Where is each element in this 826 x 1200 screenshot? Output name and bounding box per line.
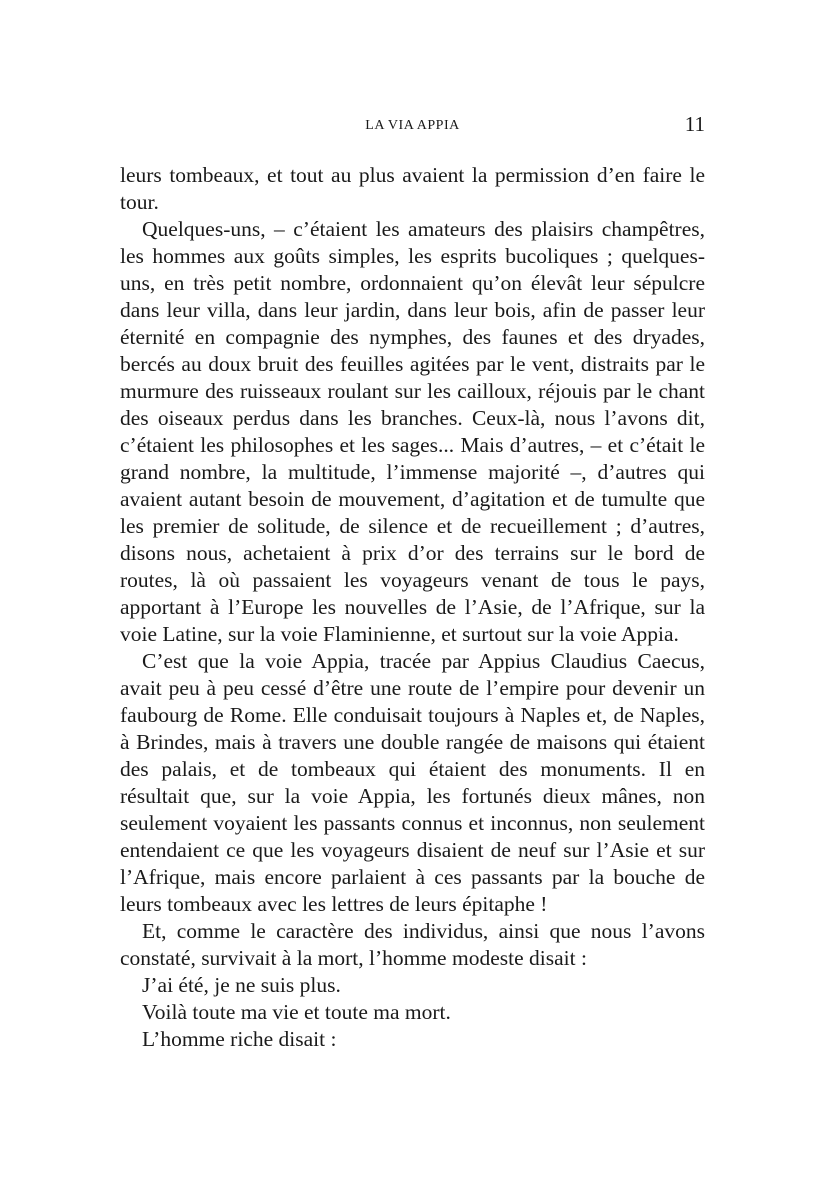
paragraph: C’est que la voie Appia, tracée par Appius Claudius Caecus, avait peu à peu cessé d’être une route de l’empire pour devenir un faubourg de Rome. Elle conduisait toujours à Naples et, de Naples, à Brindes, mais à travers une double rangée de maisons qui étaient des palais, et de tombeaux qui étaient des monuments. Il en résultait que, sur la voie Appia, les fortunés dieux mânes, non seulement voyaient les passants connus et inconnus, non seulement entendaient ce que les voyageurs disaient de neuf sur l’Asie et sur l’Afrique, mais encore parlaient à ces passants par la bouche de leurs tombeaux avec les lettres de leurs épitaphe ! [120,649,705,916]
page-number: 11 [684,112,705,136]
running-title: LA VIA APPIA [365,118,460,133]
paragraph: Quelques-uns, – c’étaient les amateurs des plaisirs champêtres, les hommes aux goûts simples, les esprits bucoliques ; quelques-uns, en très petit nombre, ordonnaient qu’on élevât leur sépulcre dans leur villa, dans leur jardin, dans leur bois, afin de passer leur éternité en compagnie des nymphes, des faunes et des dryades, bercés au doux bruit des feuilles agitées par le vent, distraits par le murmure des ruisseaux roulant sur les cailloux, réjouis par le chant des oiseaux perdus dans les branches. Ceux-là, nous l’avons dit, c’étaient les philosophes et les sages... Mais d’autres, – et c’était le grand nombre, la multitude, l’immense majorité –, d’autres qui avaient autant besoin de mouvement, d’agitation et de tumulte que les premier de solitude, de silence et de recueillement ; d’autres, disons nous, achetaient à prix d’or des terrains sur le bord de routes, là où passaient les voyageurs venant de tous le pays, apportant à l’Europe les nouvelles de l’Asie, de l’Afrique, sur la voie Latine, sur la voie Flaminienne, et surtout sur la voie Appia. [120,217,705,646]
paragraph: L’homme riche disait : [142,1027,337,1051]
running-header [120,112,705,140]
paragraph: leurs tombeaux, et tout au plus avaient la permission d’en faire le tour. [120,163,705,214]
paragraph: Et, comme le caractère des individus, ainsi que nous l’avons constaté, survivait à la mort, l’homme modeste disait : [120,919,705,970]
paragraph: Voilà toute ma vie et toute ma mort. [142,1000,451,1024]
body-text [120,162,705,1053]
paragraph: J’ai été, je ne suis plus. [142,973,341,997]
book-page [120,112,705,1053]
